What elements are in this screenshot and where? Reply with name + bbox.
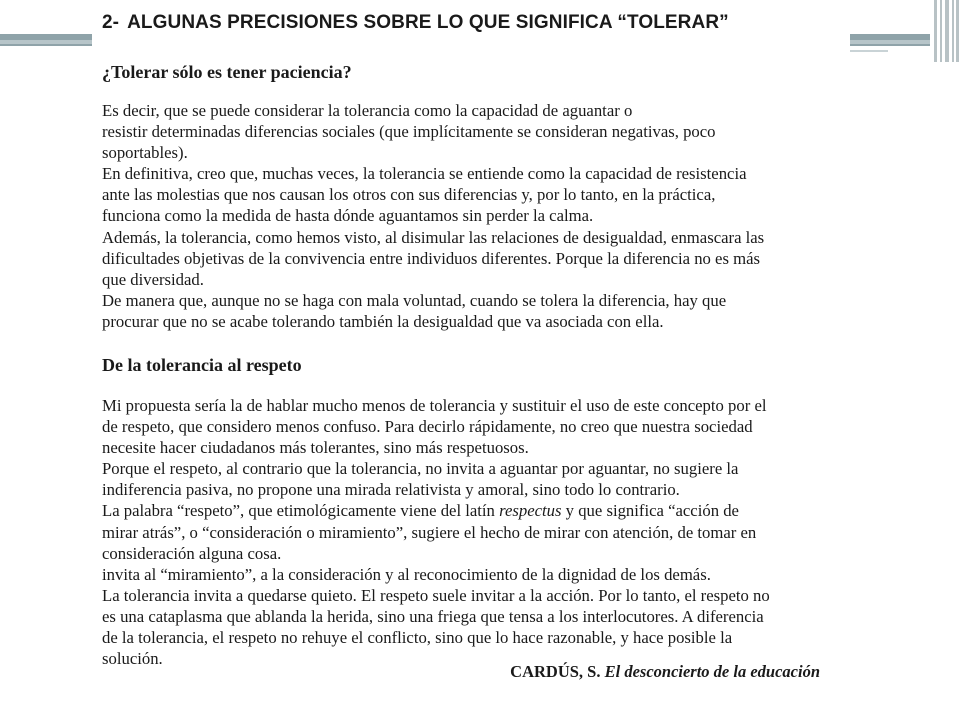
- citation-work: El desconcierto de la educación: [604, 662, 820, 681]
- latin-word: respectus: [499, 501, 562, 521]
- text-line: resistir determinadas diferencias sociales (que implícitamente se consideran negativas, poco: [102, 122, 716, 142]
- subtitle-tolerar: ¿Tolerar sólo es tener paciencia?: [102, 62, 352, 82]
- text-line: De manera que, aunque no se haga con mala voluntad, cuando se tolera la diferencia, hay que: [102, 290, 727, 310]
- paragraph-respeto: [102, 395, 840, 669]
- text-line: soportables).: [102, 143, 188, 163]
- text-line: de respeto, que considero menos confuso. Para decirlo rápidamente, no creo que nuestra sociedad: [102, 417, 753, 437]
- decorative-stripes: [932, 0, 960, 62]
- text-line: procurar que no se acabe tolerando también la desigualdad que va asociada con ella.: [102, 311, 664, 331]
- text-line: es una cataplasma que ablanda la herida, sino una friega que tensa a los interlocutores. A diferencia: [102, 606, 764, 626]
- text-line: de la tolerancia, el respeto no rehuye el conflicto, sino que lo hace razonable, y hace posible la: [102, 628, 733, 648]
- citation-author: CARDÚS, S.: [510, 662, 601, 681]
- section-number: 2-: [102, 12, 120, 33]
- document-page: [92, 0, 850, 720]
- text-line: dificultades objetivas de la convivencia entre individuos diferentes. Porque la diferencia no es más: [102, 248, 761, 268]
- section-heading: [102, 12, 729, 34]
- decorative-line-right: [850, 50, 888, 52]
- text-line: mirar atrás”, o “consideración o miramiento”, sugiere el hecho de mirar con atención, de tomar en: [102, 522, 757, 542]
- text-line: necesite hacer ciudadanos más tolerantes, sino más respetuosos.: [102, 438, 529, 458]
- text-line: ante las molestias que nos causan los otros con sus diferencias y, por lo tanto, en la práctica,: [102, 185, 716, 205]
- paragraph-tolerar: [102, 100, 840, 332]
- latin-line-before: La palabra “respeto”, que etimológicamente viene del latín: [102, 501, 500, 521]
- text-line: La tolerancia invita a quedarse quieto. El respeto suele invitar a la acción. Por lo tanto, el respeto no: [102, 585, 770, 605]
- text-line: solución.: [102, 649, 163, 669]
- text-line: invita al “miramiento”, a la consideración y al reconocimiento de la dignidad de los demás.: [102, 564, 711, 584]
- section-title: ALGUNAS PRECISIONES SOBRE LO QUE SIGNIFICA “TOLERAR”: [127, 12, 729, 33]
- text-line: indiferencia pasiva, no propone una mirada relativista y amoral, sino todo lo contrario.: [102, 480, 680, 500]
- subtitle-respeto: De la tolerancia al respeto: [102, 355, 302, 375]
- citation: [510, 662, 820, 682]
- text-line: En definitiva, creo que, muchas veces, la tolerancia se entiende como la capacidad de resistencia: [102, 164, 747, 184]
- text-line-latin: [102, 500, 840, 521]
- text-line: Además, la tolerancia, como hemos visto, al disimular las relaciones de desigualdad, enmascara las: [102, 227, 765, 247]
- text-line: funciona como la medida de hasta dónde aguantamos sin perder la calma.: [102, 206, 594, 226]
- text-line: Mi propuesta sería la de hablar mucho menos de tolerancia y sustituir el uso de este concepto por el: [102, 396, 767, 415]
- decorative-bar-right-inner: [850, 40, 930, 44]
- text-line: Porque el respeto, al contrario que la tolerancia, no invita a aguantar por aguantar, no sugiere la: [102, 459, 739, 479]
- text-line: Es decir, que se puede considerar la tolerancia como la capacidad de aguantar o: [102, 101, 633, 120]
- text-line: consideración alguna cosa.: [102, 543, 282, 563]
- decorative-bar-left-inner: [0, 40, 92, 44]
- latin-line-after: y que significa “acción de: [561, 501, 739, 521]
- text-line: que diversidad.: [102, 269, 204, 289]
